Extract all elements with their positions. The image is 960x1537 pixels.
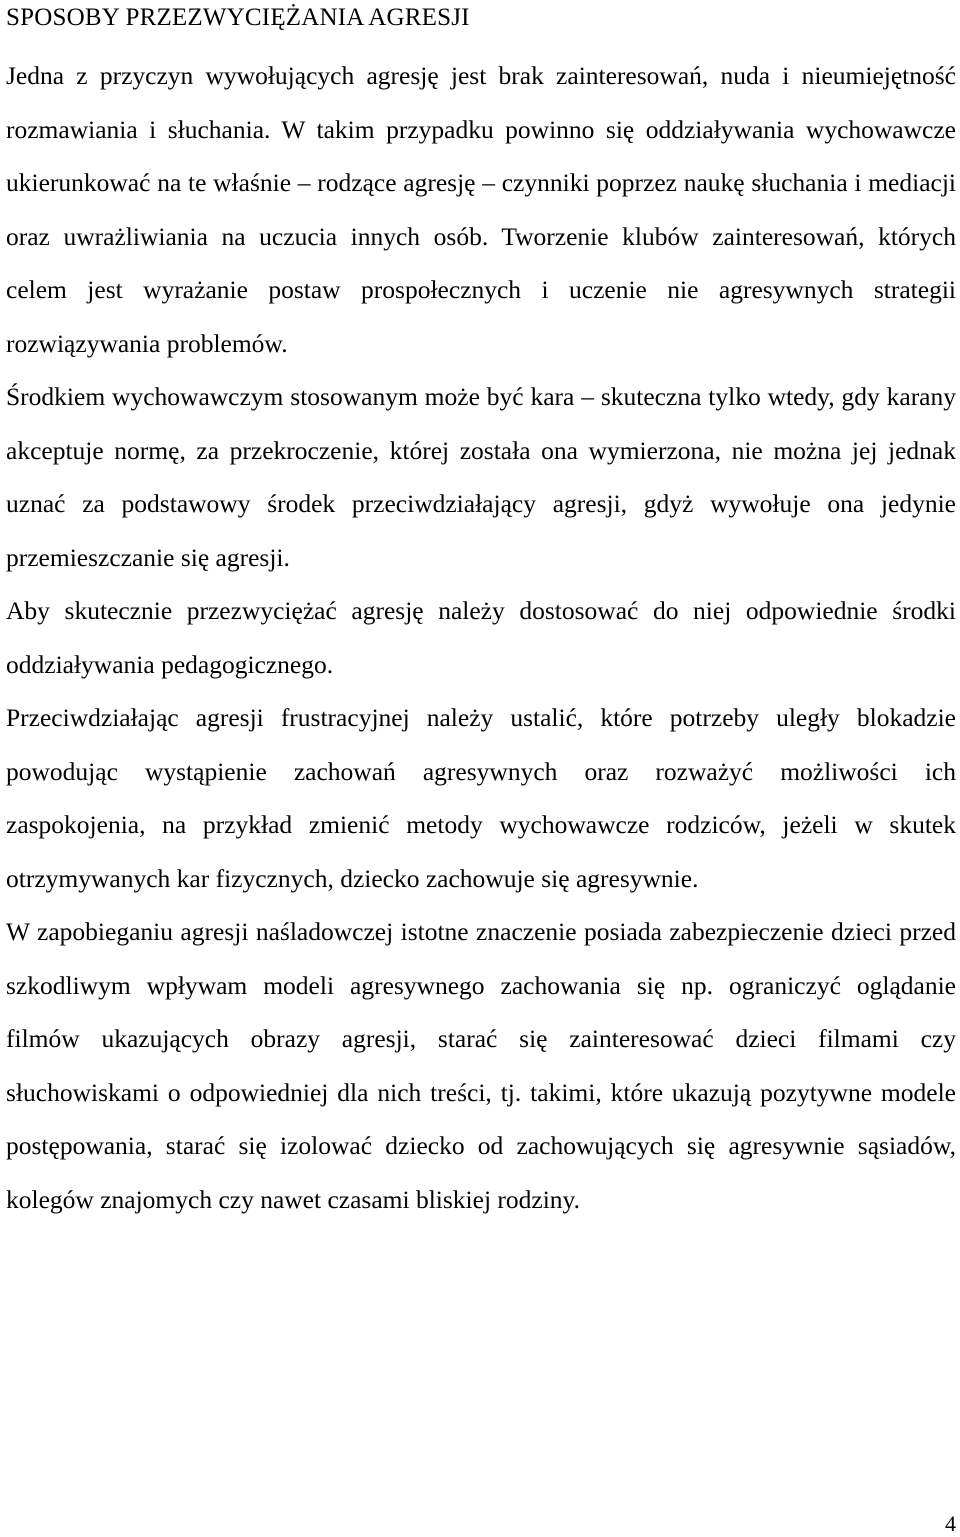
page-number: 4 <box>945 1511 956 1536</box>
paragraph-frustration-aggression: Przeciwdziałając agresji frustracyjnej należy ustalić, które potrzeby uległy blokadzie powodując wystąpienie zachowań agresywnych oraz rozważyć możliwości ich zaspokojenia, na przykład zmienić metody wychowawcze rodziców, jeżeli w skutek otrzymywanych kar fizycznych, dziecko zachowuje się agresywnie. <box>6 703 956 893</box>
section-heading: SPOSOBY PRZEZWYCIĘŻANIA AGRESJI <box>6 4 470 31</box>
paragraph-punishment: Środkiem wychowawczym stosowanym może być kara – skuteczna tylko wtedy, gdy karany akceptuje normę, za przekroczenie, której została ona wymierzona, nie można jej jednak uznać za podstawowy środek przeciwdziałający agresji, gdyż wywołuje ona jedynie przemieszczanie się agresji. <box>6 382 956 572</box>
paragraph-imitative-aggression: W zapobieganiu agresji naśladowczej istotne znaczenie posiada zabezpieczenie dzieci przed szkodliwym wpływam modeli agresywnego zachowania się np. ograniczyć oglądanie filmów ukazujących obrazy agresji, starać się zainteresować dzieci filmami czy słuchowiskami o odpowiedniej dla nich treści, tj. takimi, które ukazują pozytywne modele postępowania, starać się izolować dziecko od zachowujących się agresywnie sąsiadów, kolegów znajomych czy nawet czasami bliskiej rodziny. <box>6 917 956 1214</box>
paragraph-causes: Jedna z przyczyn wywołujących agresję jest brak zainteresowań, nuda i nieumiejętność rozmawiania i słuchania. W takim przypadku powinno się oddziaływania wychowawcze ukierunkować na te właśnie – rodzące agresję – czynniki poprzez naukę słuchania i mediacji oraz uwrażliwiania na uczucia innych osób. Tworzenie klubów zainteresowań, których celem jest wyrażanie postaw prospołecznych i uczenie nie agresywnych strategii rozwiązywania problemów. <box>6 61 956 358</box>
document-page <box>6 0 956 1226</box>
paragraph-adequate-means: Aby skutecznie przezwyciężać agresję należy dostosować do niej odpowiednie środki oddziaływania pedagogicznego. <box>6 596 956 679</box>
